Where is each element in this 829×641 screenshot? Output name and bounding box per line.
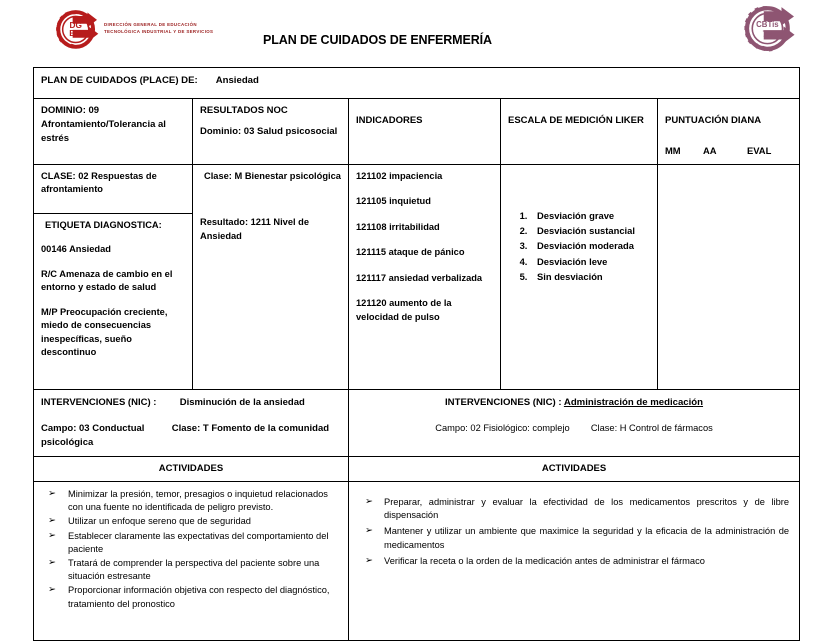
table-row-clase — [34, 165, 800, 214]
nic-left-cell — [34, 390, 349, 457]
etiqueta-heading: ETIQUETA DIAGNOSTICA: — [45, 220, 162, 230]
table-row-actividades — [34, 482, 800, 641]
table-row-nic — [34, 390, 800, 457]
svg-text:DG: DG — [69, 21, 82, 31]
escala-header: ESCALA DE MEDICIÓN LIKER — [508, 114, 644, 126]
indicador-item: 121120 aumento de la velocidad de pulso — [356, 298, 452, 322]
dominio-code: DOMINIO: 09 — [41, 105, 100, 116]
plan-label: PLAN DE CUIDADOS (PLACE) DE: — [41, 75, 198, 86]
indicadores-list-cell — [349, 165, 501, 390]
likert-item: 5. Sin desviación — [530, 269, 651, 284]
resultados-noc-header: RESULTADOS NOC — [200, 105, 288, 116]
etiqueta-diagnostica-cell — [34, 214, 193, 390]
diana-subheaders — [665, 144, 793, 158]
actividades-header-right: ACTIVIDADES — [349, 457, 800, 482]
bullet-arrow-icon: ➢ — [48, 557, 56, 568]
escala-likert-cell — [501, 165, 658, 390]
indicador-item: 121117 ansiedad verbalizada — [356, 272, 483, 283]
diana-eval: EVAL — [747, 145, 772, 157]
table-row-plan — [34, 68, 800, 99]
resultados-noc-cell — [193, 99, 349, 165]
noc-clase-resultado-cell — [193, 165, 349, 390]
activity-text: Mantener y utilizar un ambiente que maximice la seguridad y la eficacia de la administración de medicamentos — [384, 526, 790, 550]
likert-item: 3. Desviación moderada — [530, 238, 651, 253]
indicador-item: 121108 irritabilidad — [356, 221, 440, 232]
activity-item — [39, 584, 340, 610]
likert-scale-list — [508, 208, 651, 284]
diagnostico-rc: R/C Amenaza de cambio en el entorno y estado de salud — [41, 268, 173, 293]
dominio-detail: Afrontamiento/Tolerancia al estrés — [41, 118, 166, 144]
diana-aa: AA — [703, 145, 717, 157]
diagnostico-mp: M/P Preocupación creciente, miedo de consecuencias inespecíficas, sueño descontinuo — [41, 306, 168, 358]
activity-text: Verificar la receta o la orden de la medicación antes de administrar el fármaco — [384, 555, 705, 566]
gear-icon — [55, 9, 99, 49]
activity-item — [39, 515, 340, 528]
dgeti-logo — [55, 6, 260, 52]
noc-resultado: Resultado: 1211 Nivel de Ansiedad — [200, 217, 310, 241]
dgeti-line-1: DIRECCIÓN GENERAL DE EDUCACIÓN — [104, 22, 197, 28]
puntuacion-values-cell — [658, 165, 800, 390]
table-row-actividades-header — [34, 457, 800, 482]
puntuacion-header: PUNTUACIÓN DIANA — [665, 114, 762, 126]
indicador-item: 121105 inquietud — [356, 196, 431, 207]
noc-dominio: Dominio: 03 Salud psicosocial — [200, 125, 338, 137]
nic-right-clase: Clase: H Control de fármacos — [590, 422, 713, 433]
diana-mm: MM — [665, 145, 681, 157]
activity-text: Establecer claramente las expectativas del comportamiento del paciente — [68, 530, 329, 554]
activity-item — [354, 496, 789, 522]
noc-clase: Clase: M Bienestar psicológica — [204, 171, 341, 181]
puntuacion-diana-cell — [658, 99, 800, 165]
activity-text: Utilizar un enfoque sereno que de seguridad — [68, 516, 251, 527]
bullet-arrow-icon: ➢ — [365, 525, 373, 537]
clase-cell — [34, 165, 193, 214]
actividades-list-left — [34, 482, 349, 641]
activity-item — [39, 530, 340, 556]
activity-item — [39, 488, 340, 514]
activity-text: Minimizar la presión, temor, presagios o inquietud relacionados con una fuente no identificada de peligro previsto. — [68, 489, 328, 513]
indicadores-header: INDICADORES — [356, 114, 423, 126]
activity-item — [39, 557, 340, 583]
bullet-arrow-icon: ➢ — [48, 529, 56, 541]
bullet-arrow-icon: ➢ — [365, 554, 373, 566]
svg-text:76: 76 — [762, 28, 773, 39]
bullet-arrow-icon: ➢ — [48, 488, 56, 500]
svg-text:CBTis: CBTis — [756, 19, 779, 29]
actividades-header-left: ACTIVIDADES — [34, 457, 349, 482]
indicador-item: 121102 impaciencia — [356, 171, 443, 181]
dominio-cell — [34, 99, 193, 165]
likert-item: 4. Desviación leve — [530, 254, 651, 269]
activity-item — [354, 555, 789, 568]
page-header — [0, 0, 829, 62]
clase-text: CLASE: 02 Respuestas de afrontamiento — [41, 171, 157, 195]
bullet-arrow-icon: ➢ — [365, 496, 373, 508]
svg-text:ETI: ETI — [69, 28, 83, 38]
bullet-arrow-icon: ➢ — [48, 584, 56, 596]
indicador-item: 121115 ataque de pánico — [356, 247, 465, 258]
escala-header-cell — [501, 99, 658, 165]
nic-left-intervention: Disminución de la ansiedad — [179, 397, 305, 408]
cbtis-76-logo — [739, 4, 801, 52]
diagnostico-codigo: 00146 Ansiedad — [41, 244, 111, 255]
plan-title-cell — [34, 68, 800, 99]
activities-left — [39, 488, 340, 611]
nic-right-campo: Campo: 02 Fisiológico: complejo — [435, 422, 570, 433]
likert-item: 1. Desviación grave — [530, 208, 651, 223]
table-row-headers — [34, 99, 800, 165]
nic-left-campo: Campo: 03 Conductual — [41, 422, 145, 434]
indicadores-header-cell — [349, 99, 501, 165]
activity-text: Proporcionar información objetiva con respecto del diagnóstico, tratamiento del pronostico — [68, 585, 330, 609]
nic-right-intervention: Administración de medicación — [563, 397, 704, 408]
nic-left-label: INTERVENCIONES (NIC) : — [41, 397, 157, 408]
page-title: PLAN DE CUIDADOS DE ENFERMERÍA — [263, 33, 492, 47]
likert-item: 2. Desviación sustancial — [530, 223, 651, 238]
plan-value: Ansiedad — [215, 75, 259, 86]
nic-right-label: INTERVENCIONES (NIC) : — [445, 397, 562, 408]
activity-item — [354, 525, 789, 551]
nic-left-clase: Clase: T Fomento de la comunidad psicológica — [41, 422, 330, 448]
nic-right-cell — [349, 390, 800, 457]
dgeti-line-2: TECNOLÓGICA INDUSTRIAL Y DE SERVICIOS — [104, 29, 214, 34]
activities-right — [354, 496, 789, 568]
activity-text: Preparar, administrar y evaluar la efectividad de los medicamentos prescritos y de libre dispensación — [384, 497, 790, 521]
dgeti-logo-text — [104, 22, 213, 35]
actividades-list-right — [349, 482, 800, 641]
activity-text: Tratará de comprender la perspectiva del paciente sobre una situación estresante — [68, 558, 320, 582]
care-plan-table — [33, 67, 800, 641]
bullet-arrow-icon: ➢ — [48, 515, 56, 527]
